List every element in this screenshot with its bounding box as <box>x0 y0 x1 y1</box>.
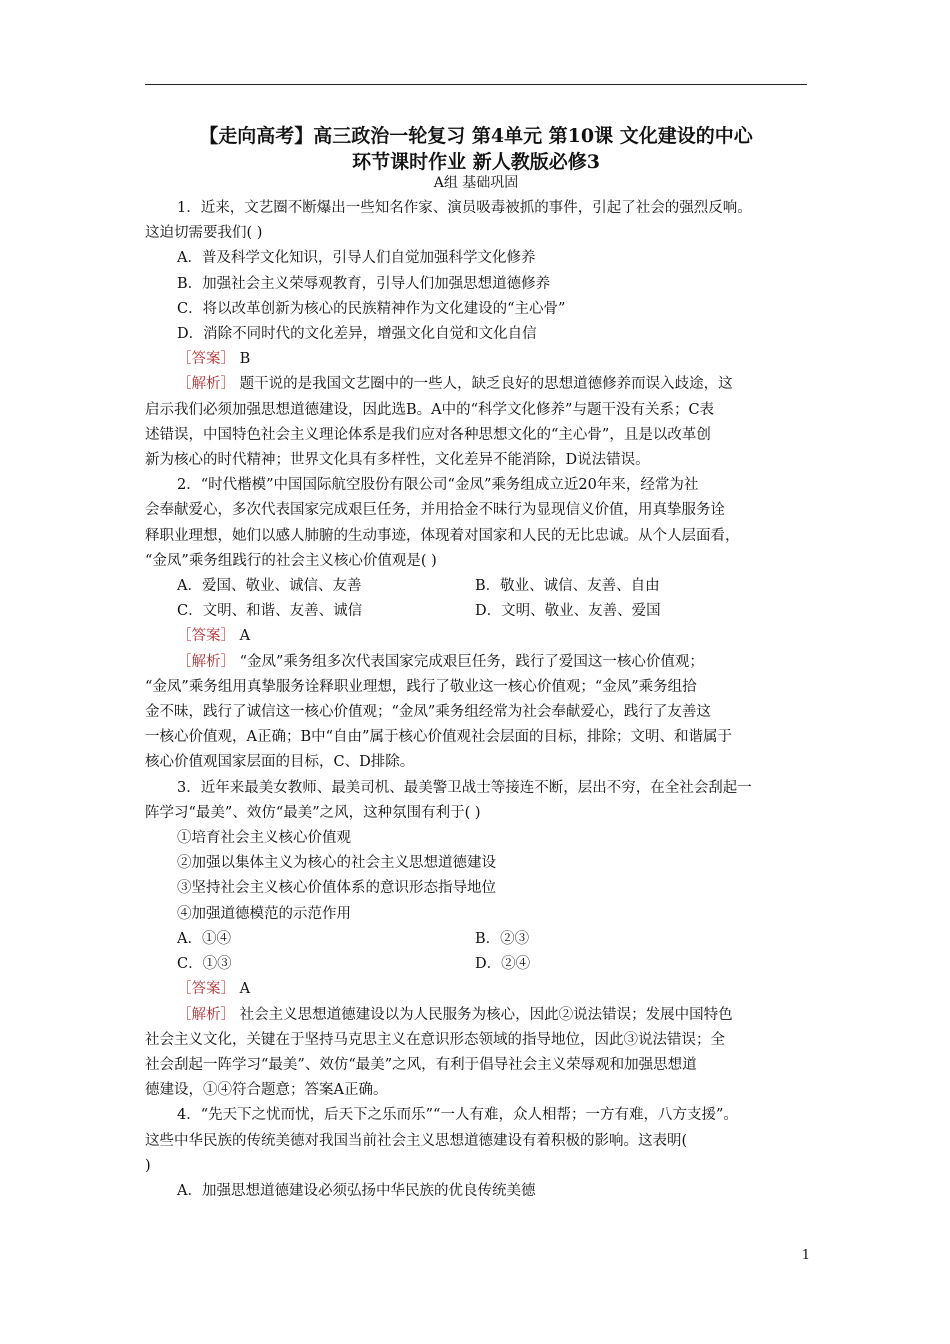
q1-answer-value: B <box>235 351 251 368</box>
q3-option-d: D．②④ <box>475 956 531 973</box>
analysis-tag: ［解析］ <box>177 376 235 393</box>
q1-option-c: C．将以改革创新为核心的民族精神作为文化建设的“主心骨” <box>177 300 566 317</box>
document-title-line-1: 【走向高考】高三政治一轮复习 第4单元 第10课 文化建设的中心 <box>199 125 753 147</box>
q4-option-a: A．加强思想道德建设必须弘扬中华民族的优良传统美德 <box>177 1182 536 1199</box>
analysis-tag: ［解析］ <box>177 1006 235 1023</box>
q2-options-row-2 <box>145 599 807 624</box>
q3-analysis-text: 社会主义思想道德建设以为人民服务为核心，因此②说法错误；发展中国特色 <box>235 1006 733 1023</box>
header-rule <box>145 84 807 85</box>
q1-stem-line-2: 这迫切需要我们( ) <box>145 225 263 242</box>
q4-stem-line-1: 4．“先天下之忧而忧，后天下之乐而乐”“一人有难，众人相帮；一方有难，八方支援”。 <box>177 1107 738 1124</box>
q2-answer-value: A <box>235 628 251 645</box>
q3-stem-line-1: 3．近年来最美女教师、最美司机、最美警卫战士等接连不断，层出不穷，在全社会刮起一 <box>177 779 752 796</box>
q2-answer <box>145 624 807 649</box>
q2-options-row-1 <box>145 574 807 599</box>
q2-stem-line-1: 2．“时代楷模”中国国际航空股份有限公司“金凤”乘务组成立近20年来，经常为社 <box>177 477 699 494</box>
q1-analysis-line-2: 启示我们必须加强思想道德建设，因此选B。A中的“科学文化修养”与题干没有关系；C表 <box>145 401 715 418</box>
q1-answer <box>145 347 807 372</box>
q3-statement-4: ④加强道德模范的示范作用 <box>177 905 351 922</box>
q3-analysis-line-2: 社会主义文化，关键在于坚持马克思主义在意识形态领域的指导地位，因此③说法错误；全 <box>145 1031 725 1048</box>
q1-analysis-text: 题干说的是我国文艺圈中的一些人，缺乏良好的思想道德修养而误入歧途，这 <box>235 376 733 393</box>
answer-tag: ［答案］ <box>177 628 235 645</box>
q3-option-c: C．①③ <box>177 956 232 973</box>
q2-option-a: A．爱国、敬业、诚信、友善 <box>177 578 362 595</box>
q2-stem-line-4: “金凤”乘务组践行的社会主义核心价值观是( ) <box>145 552 437 569</box>
q3-option-b: B．②③ <box>475 930 530 947</box>
q2-analysis-line-4: 一核心价值观，A正确；B中“自由”属于核心价值观社会层面的目标，排除；文明、和谐属于 <box>145 729 732 746</box>
q3-options-row-2 <box>145 952 807 977</box>
q2-option-b: B．敬业、诚信、友善、自由 <box>475 578 660 595</box>
answer-tag: ［答案］ <box>177 981 235 998</box>
document-body <box>145 196 807 1204</box>
answer-tag: ［答案］ <box>177 351 235 368</box>
q2-analysis-line-2: “金凤”乘务组用真挚服务诠释职业理想，践行了敬业这一核心价值观；“金凤”乘务组拾 <box>145 678 697 695</box>
q3-options-row-1 <box>145 927 807 952</box>
q2-analysis-line-1 <box>145 650 807 675</box>
q3-analysis-line-3: 社会刮起一阵学习“最美”、效仿“最美”之风，有利于倡导社会主义荣辱观和加强思想道 <box>145 1056 697 1073</box>
q2-stem-line-3: 释职业理想，她们以感人肺腑的生动事迹，体现着对国家和人民的无比忠诚。从个人层面看， <box>145 527 740 544</box>
section-heading: A组 基础巩固 <box>433 175 519 191</box>
q3-answer <box>145 977 807 1002</box>
q2-analysis-text: “金凤”乘务组多次代表国家完成艰巨任务，践行了爱国这一核心价值观； <box>235 653 704 670</box>
page-number: 1 <box>801 1248 810 1263</box>
q3-analysis-line-4: 德建设，①④符合题意；答案A正确。 <box>145 1082 388 1099</box>
q1-option-d: D．消除不同时代的文化差异，增强文化自觉和文化自信 <box>177 326 537 343</box>
q1-option-a: A．普及科学文化知识，引导人们自觉加强科学文化修养 <box>177 250 536 267</box>
q3-statement-1: ①培育社会主义核心价值观 <box>177 830 351 847</box>
q3-analysis-line-1 <box>145 1003 807 1028</box>
q1-stem-line-1: 1．近来，文艺圈不断爆出一些知名作家、演员吸毒被抓的事件，引起了社会的强烈反响。 <box>177 200 752 216</box>
q4-stem-line-3: ) <box>145 1157 151 1174</box>
q3-statement-3: ③坚持社会主义核心价值体系的意识形态指导地位 <box>177 880 496 897</box>
q4-stem-line-2: 这些中华民族的传统美德对我国当前社会主义思想道德建设有着积极的影响。这表明( <box>145 1132 688 1149</box>
q2-option-d: D．文明、敬业、友善、爱国 <box>475 603 661 620</box>
q2-analysis-line-5: 核心价值观国家层面的目标，C、D排除。 <box>145 754 415 771</box>
analysis-tag: ［解析］ <box>177 653 235 670</box>
q1-analysis-line-1 <box>145 372 807 397</box>
q3-stem-line-2: 阵学习“最美”、效仿“最美”之风，这种氛围有利于( ) <box>145 804 481 821</box>
q2-stem-line-2: 会奉献爱心，多次代表国家完成艰巨任务，并用拾金不昧行为显现信义价值，用真挚服务诠 <box>145 502 725 519</box>
q1-analysis-line-4: 新为核心的时代精神；世界文化具有多样性，文化差异不能消除，D说法错误。 <box>145 452 650 469</box>
document-title-line-2: 环节课时作业 新人教版必修3 <box>352 151 600 173</box>
q1-option-b: B．加强社会主义荣辱观教育，引导人们加强思想道德修养 <box>177 275 551 292</box>
q1-analysis-line-3: 述错误，中国特色社会主义理论体系是我们应对各种思想文化的“主心骨”，且是以改革创 <box>145 426 711 443</box>
q3-answer-value: A <box>235 981 251 998</box>
q3-statement-2: ②加强以集体主义为核心的社会主义思想道德建设 <box>177 855 496 872</box>
q2-option-c: C．文明、和谐、友善、诚信 <box>177 603 363 620</box>
q2-analysis-line-3: 金不昧，践行了诚信这一核心价值观；“金凤”乘务组经常为社会奉献爱心，践行了友善这 <box>145 704 711 721</box>
q3-option-a: A．①④ <box>177 930 231 947</box>
